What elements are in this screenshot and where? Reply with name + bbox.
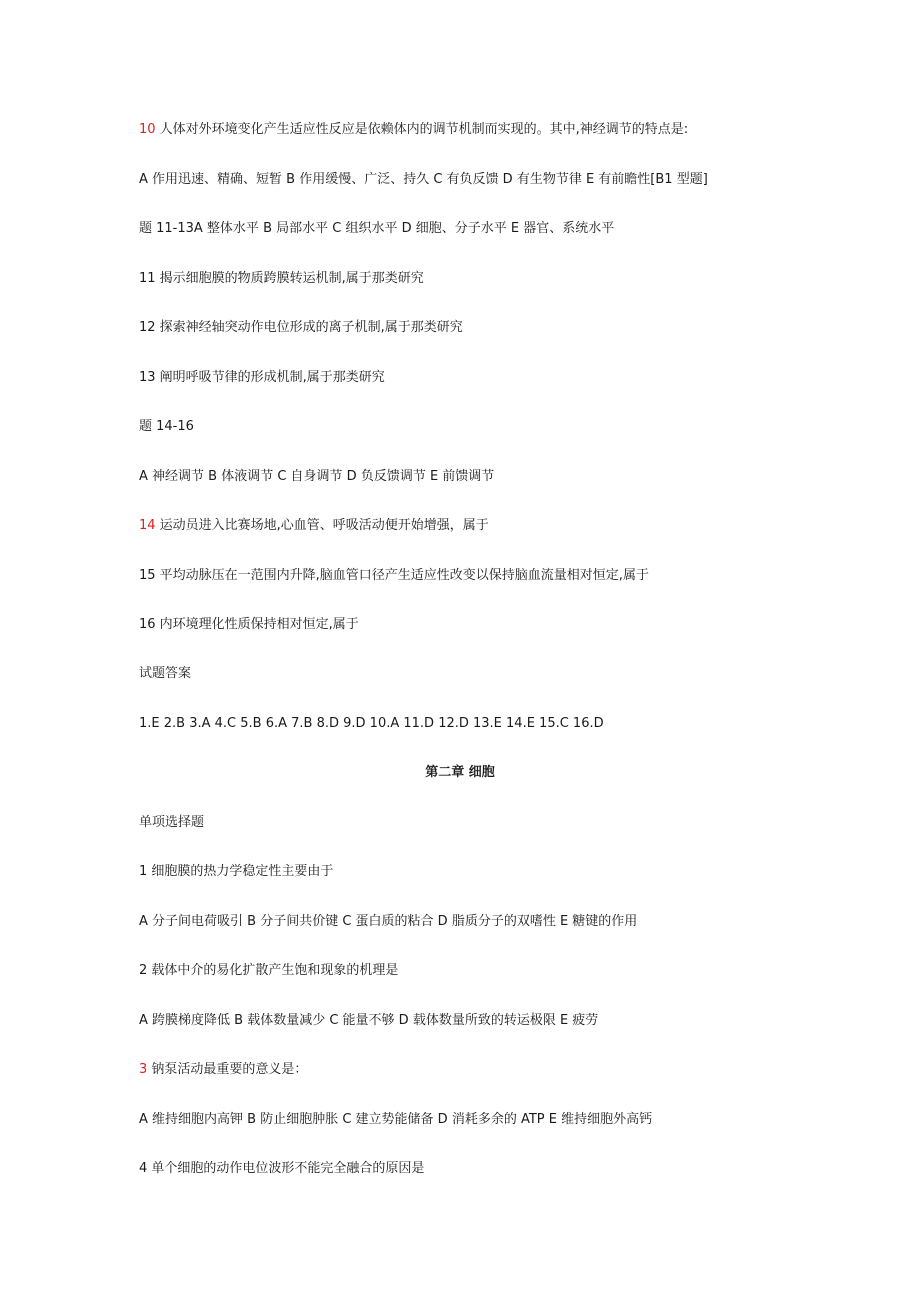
options-10: A 作用迅速、精确、短暂 B 作用缓慢、广泛、持久 C 有负反馈 D 有生物节律 E 有前瞻性[B1 型题] bbox=[139, 172, 708, 187]
question-16: 16 内环境理化性质保持相对恒定,属于 bbox=[139, 617, 359, 632]
question-number: 14 bbox=[139, 518, 156, 533]
question-number: 3 bbox=[139, 1062, 148, 1077]
question-c2-4: 4 单个细胞的动作电位波形不能完全融合的原因是 bbox=[139, 1161, 425, 1176]
options-14-16: A 神经调节 B 体液调节 C 自身调节 D 负反馈调节 E 前馈调节 bbox=[139, 469, 495, 484]
question-15: 15 平均动脉压在一范围内升降,脑血管口径产生适应性改变以保持脑血流量相对恒定,属于 bbox=[139, 568, 649, 583]
options-c2-3: A 维持细胞内高钾 B 防止细胞肿胀 C 建立势能储备 D 消耗多余的 ATP E 维持细胞外高钙 bbox=[139, 1112, 653, 1127]
group-header-14-16: 题 14-16 bbox=[139, 419, 194, 434]
options-c2-1: A 分子间电荷吸引 B 分子间共价键 C 蛋白质的粘合 D 脂质分子的双嗜性 E 糖键的作用 bbox=[139, 914, 638, 929]
question-11: 11 揭示细胞膜的物质跨膜转运机制,属于那类研究 bbox=[139, 271, 424, 286]
question-c2-2: 2 载体中介的易化扩散产生饱和现象的机理是 bbox=[139, 963, 399, 978]
answers-heading: 试题答案 bbox=[139, 666, 192, 681]
question-c2-3 bbox=[139, 1061, 307, 1079]
chapter-title: 第二章 细胞 bbox=[425, 765, 495, 780]
section-heading: 单项选择题 bbox=[139, 815, 205, 830]
options-c2-2: A 跨膜梯度降低 B 载体数量减少 C 能量不够 D 载体数量所致的转运极限 E 疲劳 bbox=[139, 1013, 599, 1028]
question-text: 人体对外环境变化产生适应性反应是依赖体内的调节机制而实现的。其中,神经调节的特点是: bbox=[155, 122, 689, 137]
question-text: 钠泵活动最重要的意义是： bbox=[147, 1062, 308, 1077]
question-13: 13 阐明呼吸节律的形成机制,属于那类研究 bbox=[139, 370, 385, 385]
group-header-11-13: 题 11-13A 整体水平 B 局部水平 C 组织水平 D 细胞、分子水平 E 器官、系统水平 bbox=[139, 221, 615, 236]
question-number: 10 bbox=[139, 122, 156, 137]
question-12: 12 探索神经轴突动作电位形成的离子机制,属于那类研究 bbox=[139, 320, 463, 335]
question-text: 运动员进入比赛场地,心血管、呼吸活动便开始增强，属于 bbox=[155, 518, 489, 533]
answers-list: 1.E 2.B 3.A 4.C 5.B 6.A 7.B 8.D 9.D 10.A 11.D 12.D 13.E 14.E 15.C 16.D bbox=[139, 716, 604, 731]
question-14 bbox=[139, 517, 489, 535]
question-10 bbox=[139, 121, 688, 139]
question-c2-1: 1 细胞膜的热力学稳定性主要由于 bbox=[139, 864, 334, 879]
